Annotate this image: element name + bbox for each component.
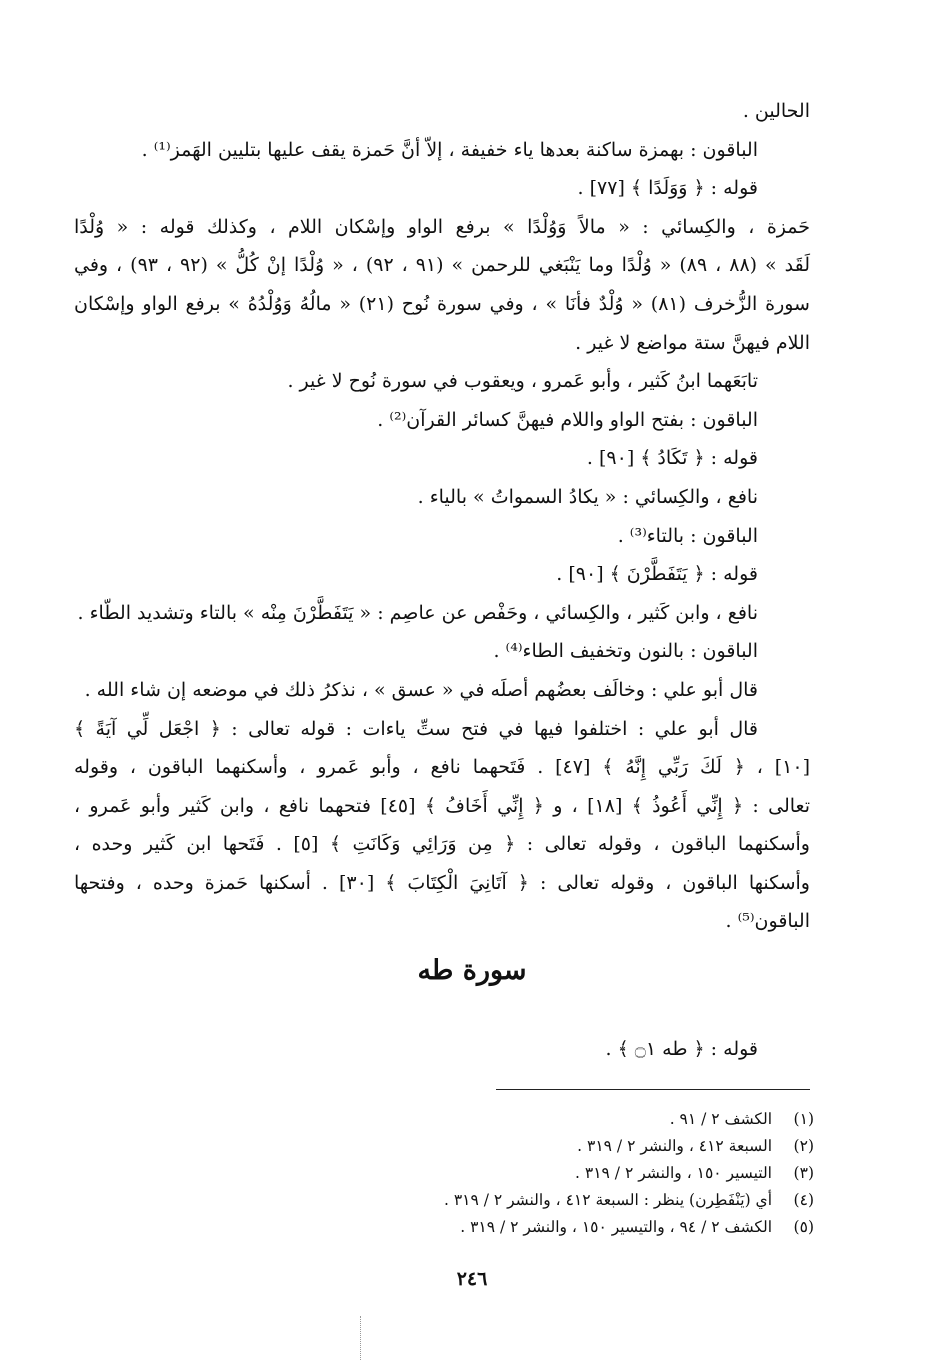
footnote — [444, 1214, 814, 1241]
text-line: [١٠] ، ﴿ لَكَ رَبِّي إِنَّهُ ﴾ [٤٧] . فَتَحهما نافع ، وأبو عَمرو ، وأسكنهما الباقون ، وقوله — [74, 756, 811, 779]
text-line: الحالين . — [742, 100, 810, 122]
footnote — [444, 1187, 814, 1214]
scan-artifact — [360, 1316, 365, 1360]
text-line: نافع ، وابن كَثير ، والكِسائي ، وحَفْص عن عاصِم : « يَتَفَطَّرْنَ مِنْه » بالتاء وتشديد الطّاء . — [77, 601, 758, 624]
text-line: وأسكنهما الباقون ، وقوله تعالى : ﴿ مِن وَرَائِي وَكَانَتِ ﴾ [٥] . فَتَحها ابن كَثير وحده ، — [74, 833, 810, 856]
footnote-number: (٣) — [793, 1164, 814, 1182]
text-line: قال أبو علي : وخالَف بعضُهم أصلَه في « عسق » ، نذكرُ ذلك في موضعه إن شاء الله . — [84, 678, 758, 701]
footnote-number: (٢) — [793, 1137, 814, 1155]
text-line: لَقَد » (٨٨ ، ٨٩) « وُلْدًا وما يَنْبَغي للرحمن » (٩١ ، ٩٢) ، « وُلْدًا إنْ كُلُّ » (٩٢ ، ٩٣) ، وفي — [74, 254, 810, 277]
footnote — [444, 1160, 814, 1187]
text-line: سورة الزُّخرف (٨١) « وُلْدٌ فأنَا » ، وفي سورة نُوح (٢١) « مالُهُ وَوُلْدُهُ » برفع الواو وإسْكان — [74, 292, 810, 315]
text-line: الباقون : بالتاء⁽³⁾ . — [617, 524, 758, 547]
footnote-number: (٥) — [793, 1218, 814, 1236]
text-line: الباقون⁽⁵⁾ . — [725, 910, 810, 933]
surah-heading: سورة طه — [417, 955, 527, 986]
footnote-divider — [496, 1089, 810, 1090]
footnote — [444, 1106, 814, 1133]
footnote — [444, 1133, 814, 1160]
text-line: تعالى : ﴿ إِنِّي أَعُوذُ ﴾ [١٨] ، و ﴿ إِنِّي أَخَافُ ﴾ [٤٥] فتحهما نافع ، وابن كَثير وأبو عَمرو ، — [74, 794, 810, 817]
text-line: حَمزة ، والكِسائي : « مالاً وَوُلْدًا » برفع الواو وإسْكان اللام ، وكذلك قوله : « وُلْدًا — [74, 215, 810, 238]
footnote-text: السبعة ٤١٢ ، والنشر ٢ / ٣١٩ . — [577, 1137, 772, 1155]
footnotes — [444, 1106, 814, 1241]
text-line: قال أبو علي : اختلفوا فيها في فتح ستِّ ياءات : قوله تعالى : ﴿ اجْعَل لِّي آيَةً ﴾ — [74, 717, 758, 740]
footnote-number: (١) — [793, 1110, 814, 1128]
footnote-text: التيسير ١٥٠ ، والنشر ٢ / ٣١٩ . — [575, 1164, 772, 1182]
text-line: وأسكنها الباقون ، وقوله تعالى : ﴿ آتَانِيَ الْكِتَابَ ﴾ [٣٠] . أسكنها حَمزة وحده ، وفتحها — [74, 871, 810, 894]
text-line: تابَعَهما ابنُ كَثير ، وأبو عَمرو ، ويعقوب في سورة نُوح لا غير . — [287, 370, 758, 393]
text-line: الباقون : بفتح الواو واللام فيهنَّ كسائر القرآن⁽²⁾ . — [377, 408, 758, 431]
surah-first-line: قوله : ﴿ طه ۝١ ﴾ . — [605, 1038, 758, 1060]
footnote-text: أي (يَنْفَطِرن) ينظر : السبعة ٤١٢ ، والنشر ٢ / ٣١٩ . — [443, 1191, 772, 1209]
text-line: قوله : ﴿ يَتَفَطَّرْنَ ﴾ [٩٠] . — [556, 563, 758, 586]
main-text — [74, 92, 810, 941]
page-number: ٢٤٦ — [456, 1268, 488, 1290]
text-line: اللام فيهنَّ ستة مواضع لا غير . — [575, 331, 810, 354]
text-line: الباقون : بالنون وتخفيف الطاء⁽⁴⁾ . — [493, 640, 758, 663]
footnote-number: (٤) — [793, 1191, 814, 1209]
footnote-text: الكشف ٢ / ٩٤ ، والتيسير ١٥٠ ، والنشر ٢ / ٣١٩ . — [460, 1218, 772, 1236]
text-line: قوله : ﴿ وَوَلَدًا ﴾ [٧٧] . — [577, 177, 758, 200]
text-line: قوله : ﴿ تَكَادُ ﴾ [٩٠] . — [586, 447, 758, 470]
text-line: نافع ، والكِسائي : « يكادُ السمواتُ » بالياء . — [417, 485, 758, 508]
text-line: الباقون : بهمزة ساكنة بعدها ياء خفيفة ، إلاّ أنَّ حَمزة يقف عليها بتليين الهَمز⁽¹⁾ . — [141, 138, 758, 161]
footnote-text: الكشف ٢ / ٩١ . — [669, 1110, 772, 1128]
